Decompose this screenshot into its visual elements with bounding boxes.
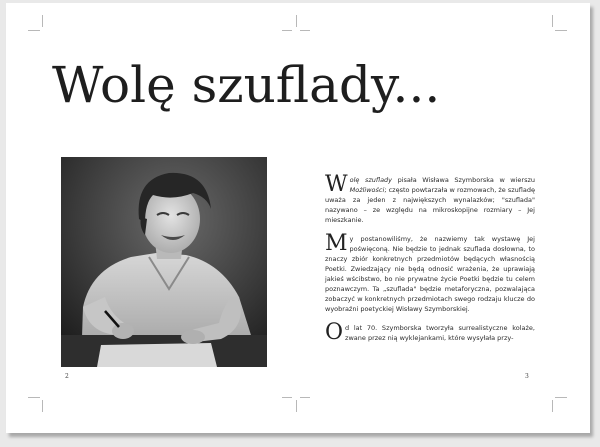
paragraph-italic-title: Możliwości (349, 186, 385, 194)
paragraph (325, 172, 536, 225)
page-title: Wolę szuflady... (52, 56, 441, 114)
crop-mark (555, 30, 567, 31)
paragraph-text: ; często powtarzała w rozmowach, że szufladę uważa za jeden z największych wynalazków; "szuflada" nazywano – ze względu na mikroskopijne rozmiary – Jej mieszkanie. (325, 186, 535, 224)
drop-cap: W (325, 172, 348, 197)
paragraph-text: y postanowiliśmy, że nazwiemy tak wystawę Jej poświęconą. Nie będzie to jednak szuflada dosłowna, to znaczy zbiór konkretnych przedmiotów będących własnością Poetki. Zwiedzający nie będą odnosić wrażenia, że uprawiają jakieś wścibstwo, bo nie prywatne życie Poetki będzie tu celem poznawczym. Ta „szuflada" będzie metaforyczna, pozwalająca zobaczyć w konkretnych przedmiotach swego rodzaju klucze do wyobraźni poetyckiej Wisławy Szymborskiej. (325, 235, 535, 313)
page-number-right: 3 (525, 373, 529, 380)
crop-mark (42, 400, 43, 412)
paragraph (325, 320, 535, 345)
crop-mark (282, 30, 292, 31)
crop-mark (28, 397, 40, 398)
photo-of-woman-writing (61, 157, 267, 367)
crop-mark (552, 400, 553, 412)
crop-mark (42, 15, 43, 27)
paragraph-italic-lead: olę szuflady (349, 176, 393, 184)
crop-mark (28, 30, 40, 31)
crop-mark (555, 397, 567, 398)
book-spread (6, 3, 590, 433)
crop-mark (552, 15, 553, 27)
crop-mark (296, 400, 297, 412)
crop-mark (282, 397, 292, 398)
crop-mark (296, 15, 297, 27)
body-text (325, 172, 536, 352)
crop-mark (300, 397, 310, 398)
drop-cap: M (325, 231, 348, 256)
paragraph-text: d lat 70. Szymborska tworzyła surrealistyczne kolaże, zwane przez nią wyklejankami, które wysyłała przy- (345, 324, 535, 342)
paragraph (325, 231, 535, 314)
paragraph-text: pisała Wisława Szymborska w wierszu (392, 176, 536, 184)
page-number-left: 2 (65, 373, 69, 380)
crop-mark (300, 30, 310, 31)
drop-cap: O (325, 320, 344, 345)
